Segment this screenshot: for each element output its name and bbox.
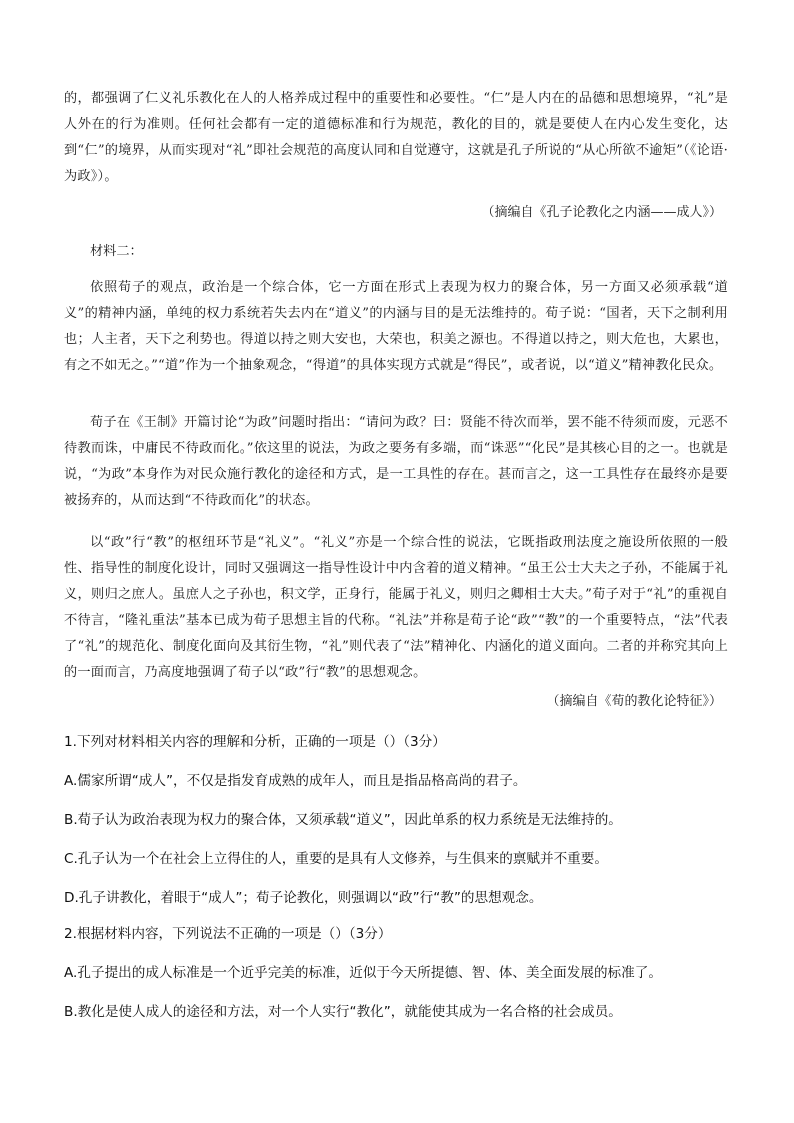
- question-1-option-a: A.儒家所谓“成人”，不仅是指发育成熟的成年人，而且是指品格高尚的君子。: [64, 773, 527, 789]
- source-citation-2: （摘编自《荀的教化论特征》）: [546, 694, 722, 709]
- passage-paragraph-1: 的，都强调了仁义礼乐教化在人的人格养成过程中的重要性和必要性。“仁”是人内在的品德和思想境界，“礼”是人外在的行为准则。任何社会都有一定的道德标准和行为规范，教化的目的，就是要使人在内心发生变化，达到“仁”的境界，从而实现对“礼”即社会规范的高度认同和自觉遵守，这就是孔子所说的“从心所欲不逾矩”（《论语·为政》）。: [64, 91, 728, 184]
- question-1-option-c: C.孔子认为一个在社会上立得住的人，重要的是具有人文修养，与生俱来的禀赋并不重要。: [64, 851, 608, 867]
- source-citation-1: （摘编自《孔子论教化之内涵——成人》）: [481, 205, 722, 220]
- material-2-label: 材料二：: [90, 244, 143, 259]
- question-1-option-d: D.孔子讲教化，着眼于“成人”；荀子论教化，则强调以“政”行“教”的思想观念。: [64, 890, 543, 906]
- passage-paragraph-3: 荀子在《王制》开篇讨论“为政”问题时指出：“请问为政？曰：贤能不待次而举，罢不能不待须而废，元恶不待教而诛，中庸民不待政而化。”依这里的说法，为政之要务有多端，而“诛恶”“化民”是其核心目的之一。也就是说，“为政”本身作为对民众施行教化的途径和方式，是一工具性的存在。甚而言之，这一工具性存在最终亦是要被扬弃的，从而达到“不待政而化”的状态。: [64, 415, 728, 508]
- passage-paragraph-2: 依照荀子的观点，政治是一个综合体，它一方面在形式上表现为权力的聚合体，另一方面又必须承载“道义”的精神内涵，单纯的权力系统若失去内在“道义”的内涵与目的是无法维持的。荀子说：“国者，天下之制利用也；人主者，天下之利势也。得道以持之则大安也，大荣也，积美之源也。不得道以持之，则大危也，大累也，有之不如无之。”“道”作为一个抽象观念，“得道”的具体实现方式就是“得民”，或者说，以“道义”精神教化民众。: [64, 280, 728, 373]
- question-2-stem: 2.根据材料内容，下列说法不正确的一项是（）（3分）: [64, 926, 392, 942]
- question-1-option-b: B.荀子认为政治表现为权力的聚合体，又须承载“道义”，因此单系的权力系统是无法维持的。: [64, 812, 622, 828]
- passage-paragraph-4: 以“政”行“教”的枢纽环节是“礼义”。“礼义”亦是一个综合性的说法，它既指政刑法度之施设所依照的一般性、指导性的制度化设计，同时又强调这一指导性设计中内含着的道义精神。“虽王公士大夫之子孙，不能属于礼义，则归之庶人。虽庶人之子孙也，积文学，正身行，能属于礼义，则归之卿相士大夫。”荀子对于“礼”的重视自不待言，“隆礼重法”基本已成为荀子思想主旨的代称。“礼法”并称是荀子论“政”“教”的一个重要特点，“法”代表了“礼”的规范化、制度化面向及其衍生物，“礼”则代表了“法”精神化、内涵化的道义面向。二者的并称究其向上的一面而言，乃高度地强调了荀子以“政”行“教”的思想观念。: [64, 535, 728, 680]
- question-2-option-a: A.孔子提出的成人标准是一个近乎完美的标准，近似于今天所提德、智、体、美全面发展的标准了。: [64, 965, 662, 981]
- question-2-option-b: B.教化是使人成人的途径和方法，对一个人实行“教化”，就能使其成为一名合格的社会成员。: [64, 1004, 622, 1020]
- question-1-stem: 1.下列对材料相关内容的理解和分析，正确的一项是（）（3分）: [64, 734, 446, 750]
